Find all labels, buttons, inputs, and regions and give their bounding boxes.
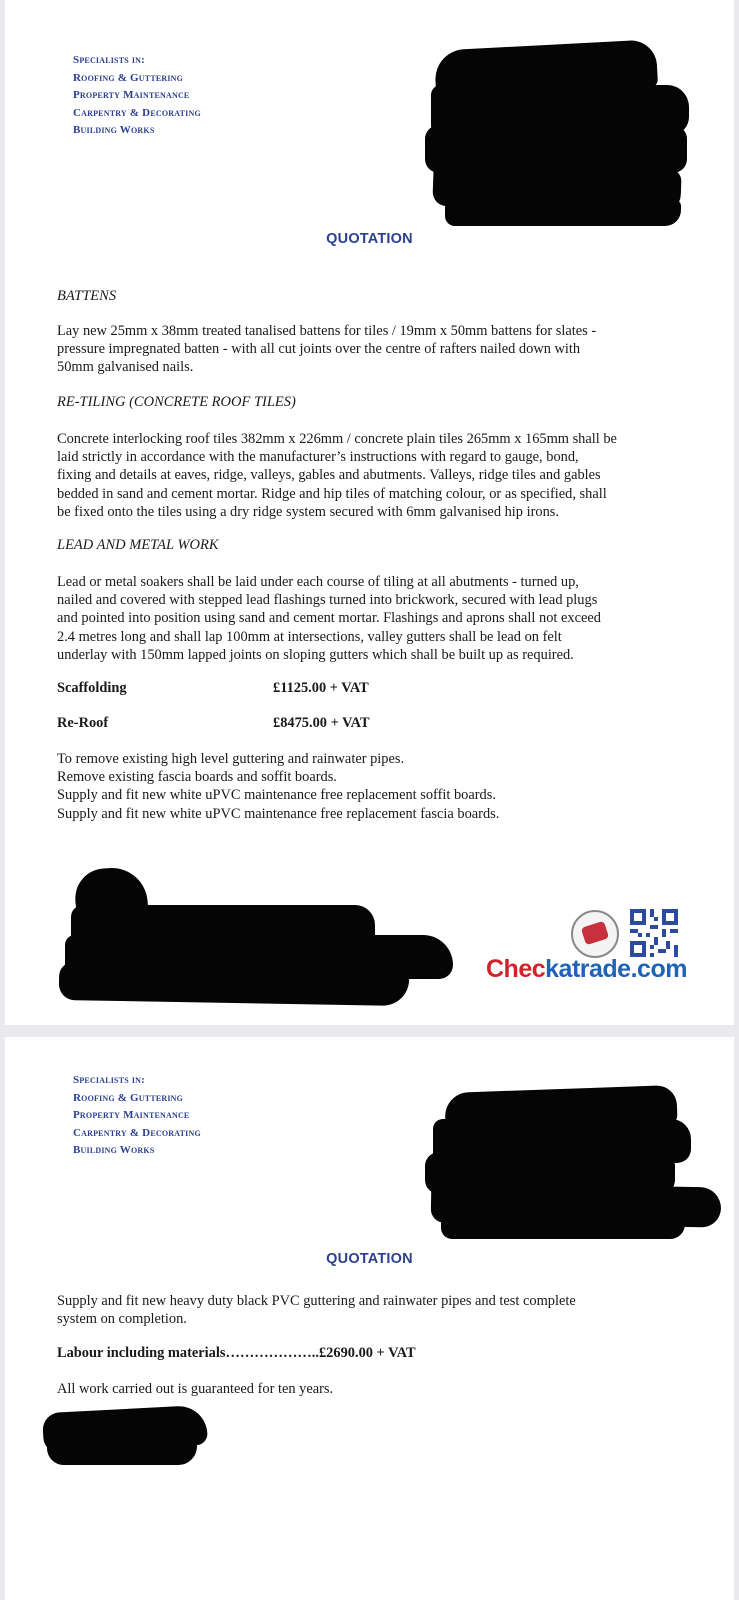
specialist-carpentry: Carpentry & Decorating [73, 106, 201, 119]
specialists-list [73, 52, 201, 140]
price-row-reroof [57, 715, 370, 732]
section-text-battens: Lay new 25mm x 38mm treated tanalised battens for tiles / 19mm x 50mm battens for slates - pressure impregnated batten - with all cut joints over the centre of rafters nailed down with 50mm galvanised nails. [57, 323, 597, 376]
extra-item: Supply and fit new white uPVC maintenance free replacement fascia boards. [57, 805, 500, 822]
guttering-text: Supply and fit new heavy duty black PVC guttering and rainwater pipes and test complete system on completion. [57, 1293, 576, 1328]
quotation-page-1 [5, 0, 734, 1025]
specialist-maintenance: Property Maintenance [73, 89, 190, 101]
section-title-lead: LEAD AND METAL WORK [57, 537, 219, 553]
quotation-heading: QUOTATION [326, 231, 413, 247]
checkatrade-logo: Checkatrade.com [486, 955, 687, 983]
specialist-roofing: Roofing & Guttering [73, 71, 184, 84]
specialists-heading: Specialists in: [73, 1074, 145, 1086]
quotation-heading: QUOTATION [326, 1251, 413, 1267]
guarantee-text: All work carried out is guaranteed for ten years. [57, 1381, 334, 1397]
section-title-retiling: RE-TILING (CONCRETE ROOF TILES) [57, 394, 296, 410]
extra-item: To remove existing high level guttering and rainwater pipes. [57, 751, 405, 767]
price-value: £1125.00 + VAT [273, 680, 369, 696]
section-text-lead: Lead or metal soakers shall be laid under each course of tiling at all abutments - turned up, nailed and covered with stepped lead flashings turned into brickwork, secured with lead plugs and pointed into position using sand and cement mortar. Flashings and aprons shall not exceed 2.4 metres long and shall lap 100mm at intersections, valley gutters shall be lead on felt underlay with 150mm lapped joints on sloping gutters which shall be built up as required. [57, 574, 601, 663]
specialist-maintenance: Property Maintenance [73, 1109, 190, 1121]
specialist-building: Building Works [73, 124, 155, 136]
extra-item: Remove existing fascia boards and soffit boards. [57, 769, 337, 786]
price-label: Scaffolding [57, 680, 127, 696]
labour-price-row: Labour including materials………………..£2690.00 + VAT [57, 1345, 416, 1361]
price-value: £8475.00 + VAT [273, 715, 370, 731]
specialist-carpentry: Carpentry & Decorating [73, 1126, 201, 1139]
specialist-building: Building Works [73, 1144, 155, 1156]
section-title-battens: BATTENS [57, 288, 117, 304]
quotation-page-2 [5, 1037, 734, 1600]
price-label: Re-Roof [57, 715, 109, 731]
specialists-list [73, 1072, 201, 1160]
specialists-heading: Specialists in: [73, 54, 145, 66]
price-row-scaffolding [57, 680, 369, 697]
specialist-roofing: Roofing & Guttering [73, 1091, 184, 1104]
qr-code-icon [630, 909, 678, 957]
federation-badge-icon [571, 910, 619, 958]
section-text-retiling: Concrete interlocking roof tiles 382mm x 226mm / concrete plain tiles 265mm x 165mm shall be laid strictly in accordance with the manufacturer’s instructions with regard to gauge, bond, fixing and details at eaves, ridge, valleys, gables and abutments. Valleys, ridge tiles and gables bedded in sand and cement mortar. Ridge and hip tiles of matching colour, or as specified, shall be fixed onto the tiles using a dry ridge system secured with 6mm galvanised hip irons. [57, 431, 617, 520]
extras-list [57, 750, 697, 823]
extra-item: Supply and fit new white uPVC maintenance free replacement soffit boards. [57, 787, 496, 804]
